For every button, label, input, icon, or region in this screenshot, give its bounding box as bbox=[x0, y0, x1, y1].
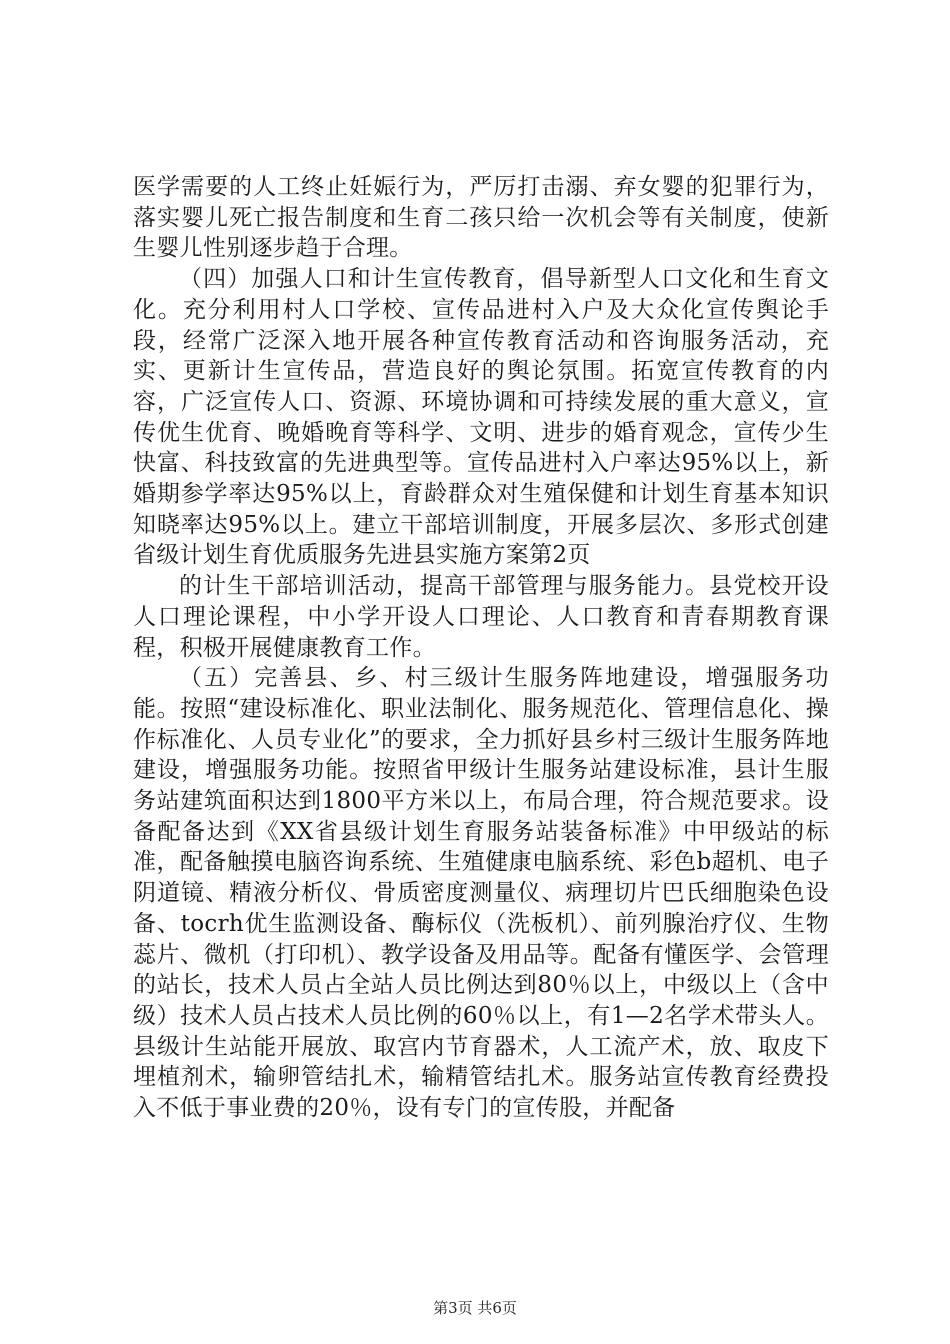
page-footer: 第3页 共6页 bbox=[433, 1299, 517, 1317]
paragraph-training: 的计生干部培训活动，提高干部管理与服务能力。县党校开设人口理论课程，中小学开设人口理论、人口教育和青春期教育课程，积极开展健康教育工作。 bbox=[133, 573, 829, 661]
document-body bbox=[133, 172, 829, 1124]
paragraph-continuation: 医学需要的人工终止妊娠行为，严厉打击溺、弃女婴的犯罪行为，落实婴儿死亡报告制度和生育二孩只给一次机会等有关制度，使新生婴儿性别逐步趋于合理。 bbox=[133, 174, 829, 262]
paragraph-section-five: （五）完善县、乡、村三级计生服务阵地建设，增强服务功能。按照“建设标准化、职业法制化、服务规范化、管理信息化、操作标准化、人员专业化”的要求，全力抓好县乡村三级计生服务阵地建设，增强服务功能。按照省甲级计生服务站建设标准，县计生服务站建筑面积达到1800平方米以上，布局合理，符合规范要求。设备配备达到《XX省县级计划生育服务站装备标准》中甲级站的标准，配备触摸电脑咨询系统、生殖健康电脑系统、彩色b超机、电子阴道镜、精液分析仪、骨质密度测量仪、病理切片巴氏细胞染色设备、tocrh优生监测设备、酶标仪（洗板机）、前列腺治疗仪、生物蕊片、微机（打印机）、教学设备及用品等。配备有懂医学、会管理的站长，技术人员占全站人员比例达到80％以上，中级以上（含中级）技术人员占技术人员比例的60％以上，有1—2名学术带头人。县级计生站能开展放、取宫内节育器术，人工流产术，放、取皮下埋植剂术，输卵管结扎术，输精管结扎术。服务站宣传教育经费投入不低于事业费的20％，设有专门的宣传股，并配备 bbox=[133, 665, 829, 1122]
paragraph-section-four: （四）加强人口和计生宣传教育，倡导新型人口文化和生育文化。充分利用村人口学校、宣传品进村入户及大众化宣传舆论手段，经常广泛深入地开展各种宣传教育活动和咨询服务活动，充实、更新计生宣传品，营造良好的舆论氛围。拓宽宣传教育的内容，广泛宣传人口、资源、环境协调和可持续发展的重大意义，宣传优生优育、晚婚晚育等科学、文明、进步的婚育观念，宣传少生快富、科技致富的先进典型等。宣传品进村入户率达95%以上，新婚期参学率达95%以上，育龄群众对生殖保健和计划生育基本知识知晓率达95%以上。建立干部培训制度，开展多层次、多形式创建省级计划生育优质服务先进县实施方案第2页 bbox=[133, 266, 829, 569]
